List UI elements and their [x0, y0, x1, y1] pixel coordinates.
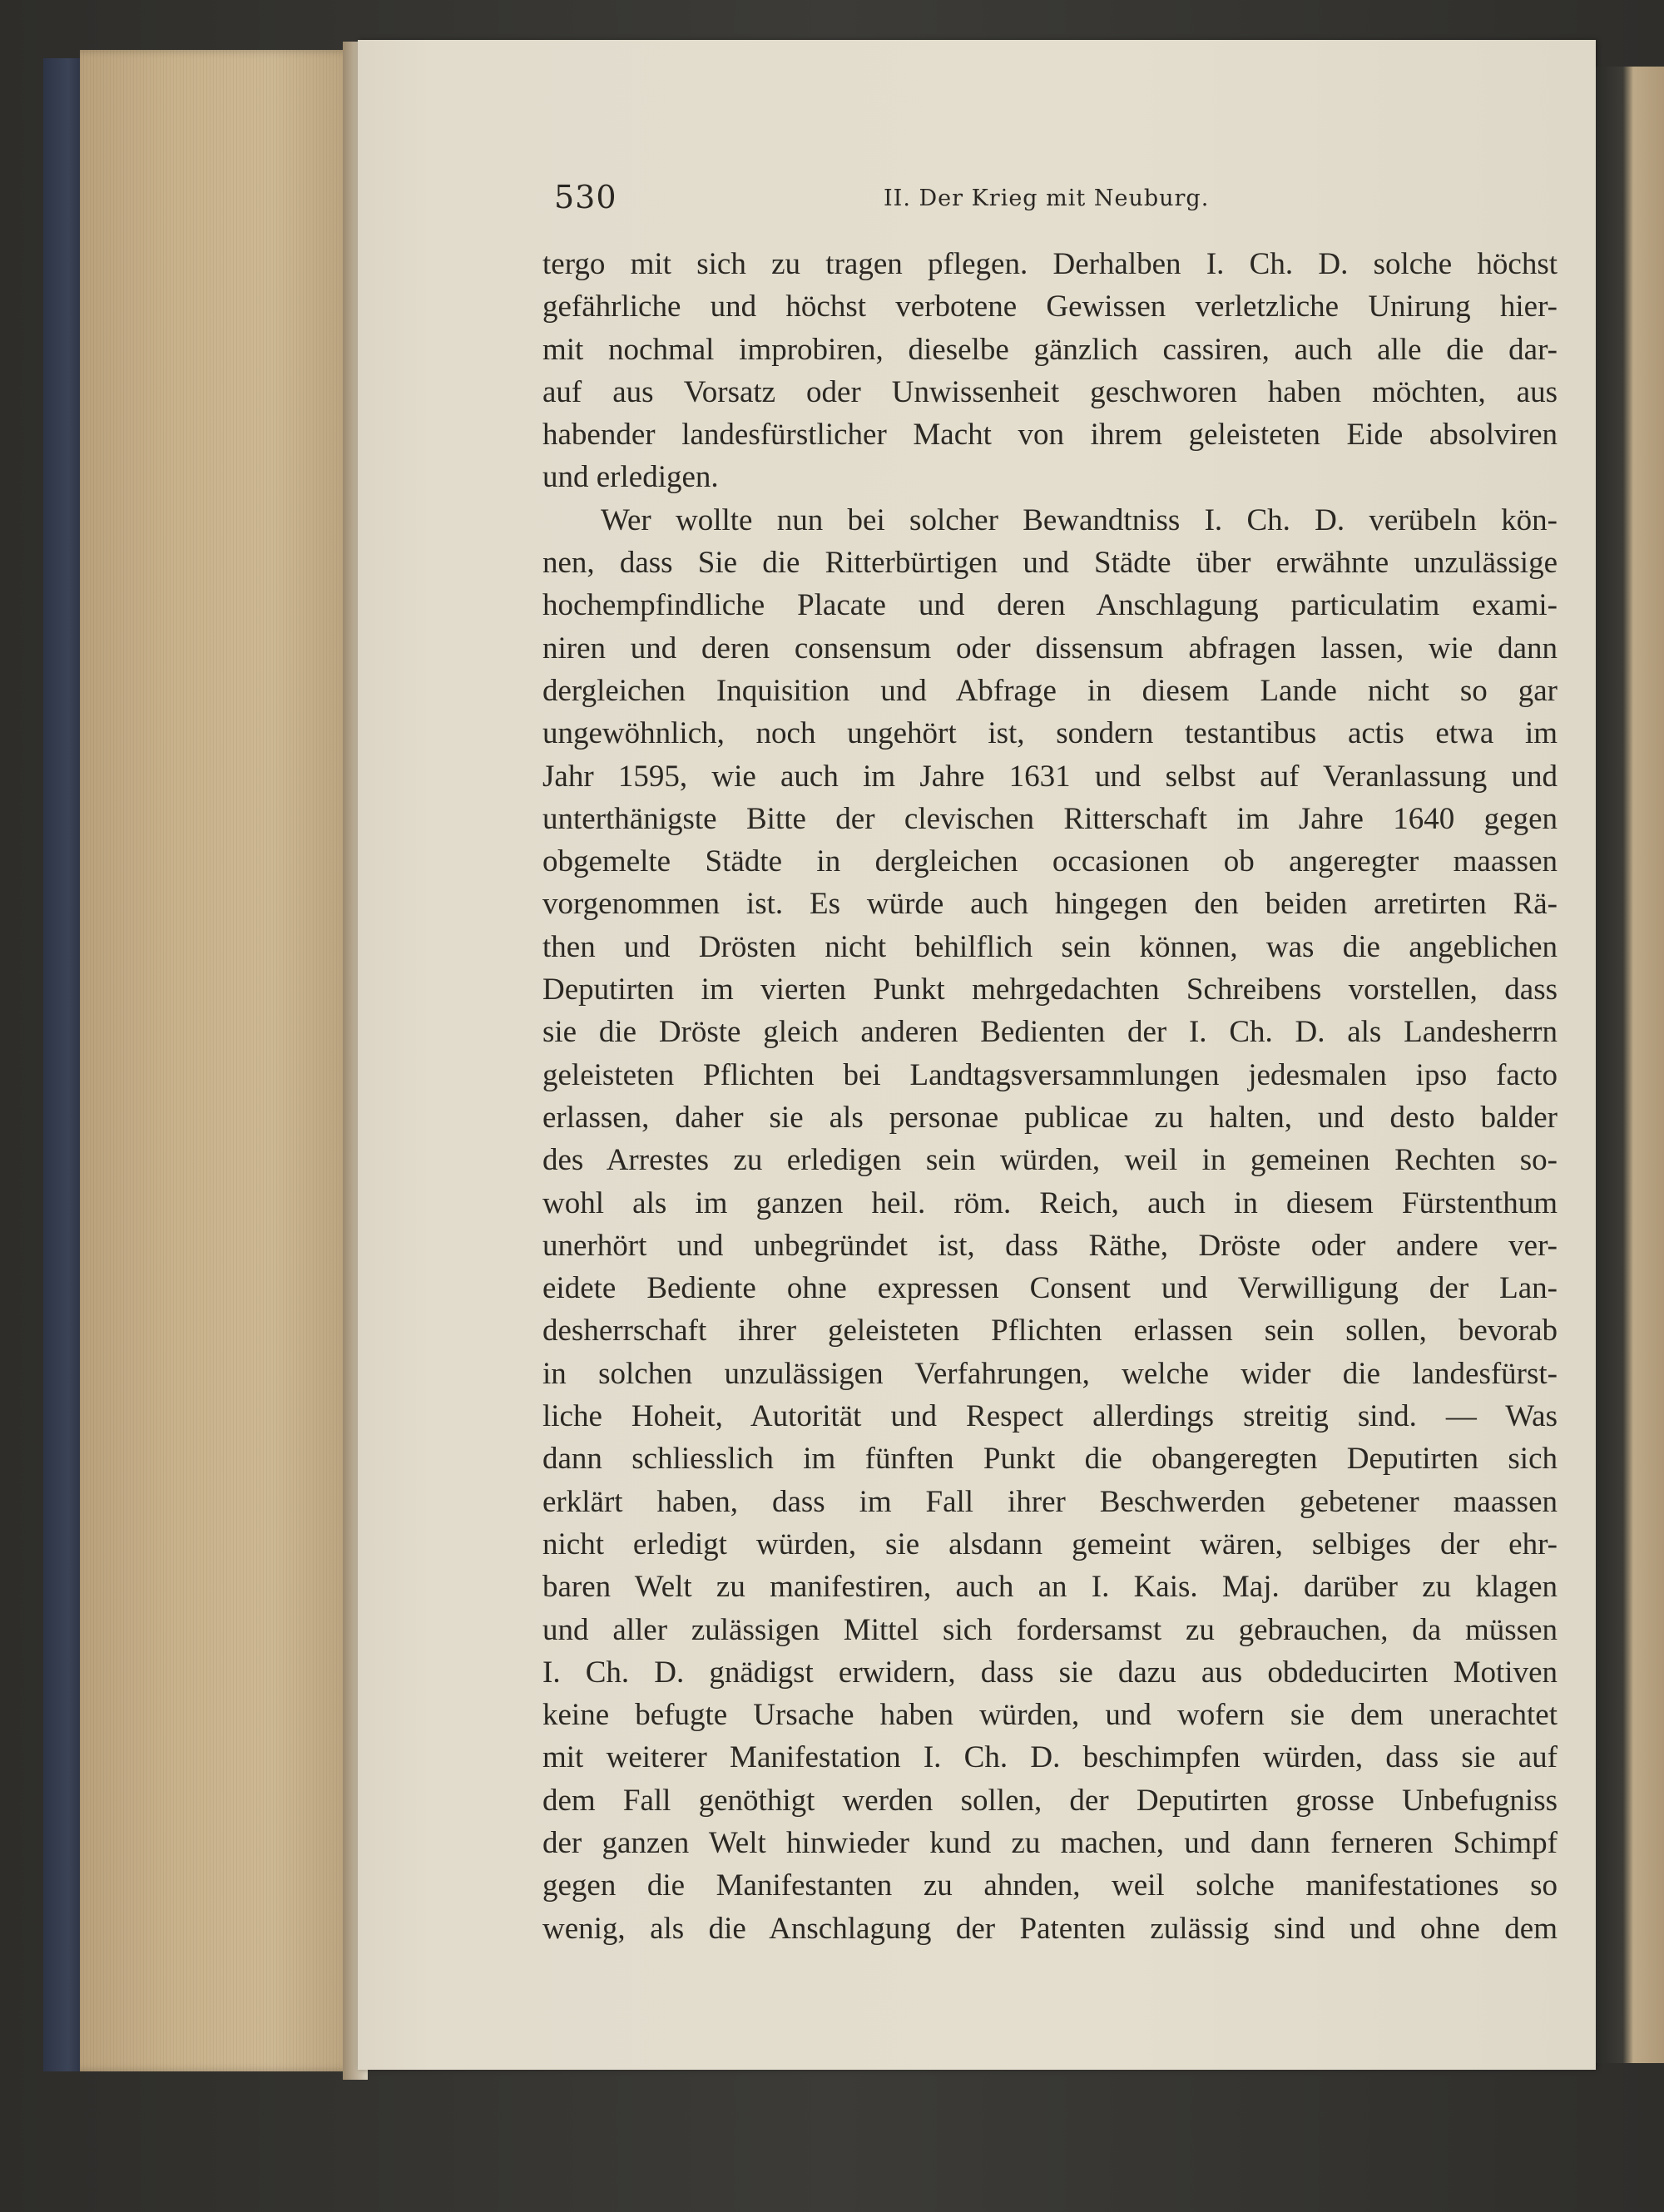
- text-line: keine befugte Ursache haben würden, und wofern sie dem unerachtet: [542, 1698, 1558, 1733]
- text-line: erklärt haben, dass im Fall ihrer Beschwerden gebetener maassen: [542, 1484, 1558, 1519]
- text-line: gefährliche und höchst verbotene Gewissen verletzliche Unirung hier-: [542, 289, 1558, 324]
- text-line: Deputirten im vierten Punkt mehrgedachten Schreibens vorstellen, dass: [542, 972, 1558, 1007]
- text-line: erlassen, daher sie als personae publicae zu halten, und desto balder: [542, 1100, 1558, 1135]
- text-line: obgemelte Städte in dergleichen occasionen ob angeregter maassen: [542, 844, 1558, 879]
- text-line: mit weiterer Manifestation I. Ch. D. beschimpfen würden, dass sie auf: [542, 1740, 1558, 1775]
- text-line: dann schliesslich im fünften Punkt die obangeregten Deputirten sich: [542, 1442, 1558, 1477]
- text-line: eidete Bediente ohne expressen Consent und Verwilligung der Lan-: [542, 1271, 1558, 1306]
- text-line: Jahr 1595, wie auch im Jahre 1631 und selbst auf Veranlassung und: [542, 759, 1558, 794]
- text-line: ungewöhnlich, noch ungehört ist, sondern testantibus actis etwa im: [542, 716, 1558, 751]
- text-line: Wer wollte nun bei solcher Bewandtniss I. Ch. D. verübeln kön-: [601, 502, 1558, 537]
- text-line: und erledigen.: [542, 460, 719, 495]
- text-line: then und Drösten nicht behilflich sein können, was die angeblichen: [542, 929, 1558, 964]
- text-line: sie die Dröste gleich anderen Bedienten der I. Ch. D. als Landesherrn: [542, 1015, 1558, 1050]
- text-line: I. Ch. D. gnädigst erwidern, dass sie dazu aus obdeducirten Motiven: [542, 1655, 1558, 1690]
- text-line: hochempfindliche Placate und deren Anschlagung particulatim exami-: [542, 588, 1558, 623]
- text-line: des Arrestes zu erledigen sein würden, weil in gemeinen Rechten so-: [542, 1143, 1558, 1178]
- text-line: nen, dass Sie die Ritterbürtigen und Städte über erwähnte unzulässige: [542, 546, 1558, 581]
- running-head: II. Der Krieg mit Neuburg.: [884, 186, 1210, 211]
- text-line: tergo mit sich zu tragen pflegen. Derhalben I. Ch. D. solche höchst: [542, 247, 1558, 281]
- text-line: vorgenommen ist. Es würde auch hingegen den beiden arretirten Rä-: [542, 887, 1558, 922]
- text-line: gegen die Manifestanten zu ahnden, weil solche manifestationes so: [542, 1868, 1558, 1903]
- text-line: der ganzen Welt hinwieder kund zu machen, und dann ferneren Schimpf: [542, 1825, 1558, 1860]
- text-line: liche Hoheit, Autorität und Respect allerdings streitig sind. — Was: [542, 1399, 1558, 1434]
- text-line: wohl als im ganzen heil. röm. Reich, auch in diesem Fürstenthum: [542, 1185, 1558, 1220]
- text-line: niren und deren consensum oder dissensum abfragen lassen, wie dann: [542, 631, 1558, 666]
- text-line: auf aus Vorsatz oder Unwissenheit geschworen haben möchten, aus: [542, 374, 1558, 409]
- page-stack-edge: [80, 50, 354, 2071]
- text-line: und aller zulässigen Mittel sich fordersamst zu gebrauchen, da müssen: [542, 1612, 1558, 1647]
- body-text: [542, 243, 1558, 1950]
- text-line: baren Welt zu manifestiren, auch an I. Kais. Maj. darüber zu klagen: [542, 1570, 1558, 1605]
- text-line: in solchen unzulässigen Verfahrungen, welche wider die landesfürst-: [542, 1356, 1558, 1391]
- text-line: dem Fall genöthigt werden sollen, der Deputirten grosse Unbefugniss: [542, 1783, 1558, 1818]
- text-line: unerhört und unbegründet ist, dass Räthe, Dröste oder andere ver-: [542, 1228, 1558, 1263]
- right-cover-edge: [1596, 67, 1664, 2063]
- book-cover-edge: [43, 58, 85, 2071]
- text-line: mit nochmal improbiren, dieselbe gänzlich cassiren, auch alle die dar-: [542, 332, 1558, 367]
- text-line: desherrschaft ihrer geleisteten Pflichten erlassen sein sollen, bevorab: [542, 1314, 1558, 1348]
- text-line: wenig, als die Anschlagung der Patenten zulässig sind und ohne dem: [542, 1911, 1558, 1946]
- page-header: [554, 179, 1548, 220]
- text-line: habender landesfürstlicher Macht von ihrem geleisteten Eide absolviren: [542, 418, 1558, 453]
- text-line: dergleichen Inquisition und Abfrage in diesem Lande nicht so gar: [542, 673, 1558, 708]
- text-line: nicht erledigt würden, sie alsdann gemeint wären, selbiges der ehr-: [542, 1527, 1558, 1561]
- page-number: 530: [554, 179, 617, 215]
- text-line: geleisteten Pflichten bei Landtagsversammlungen jedesmalen ipso facto: [542, 1057, 1558, 1092]
- text-line: unterthänigste Bitte der clevischen Ritterschaft im Jahre 1640 gegen: [542, 801, 1558, 836]
